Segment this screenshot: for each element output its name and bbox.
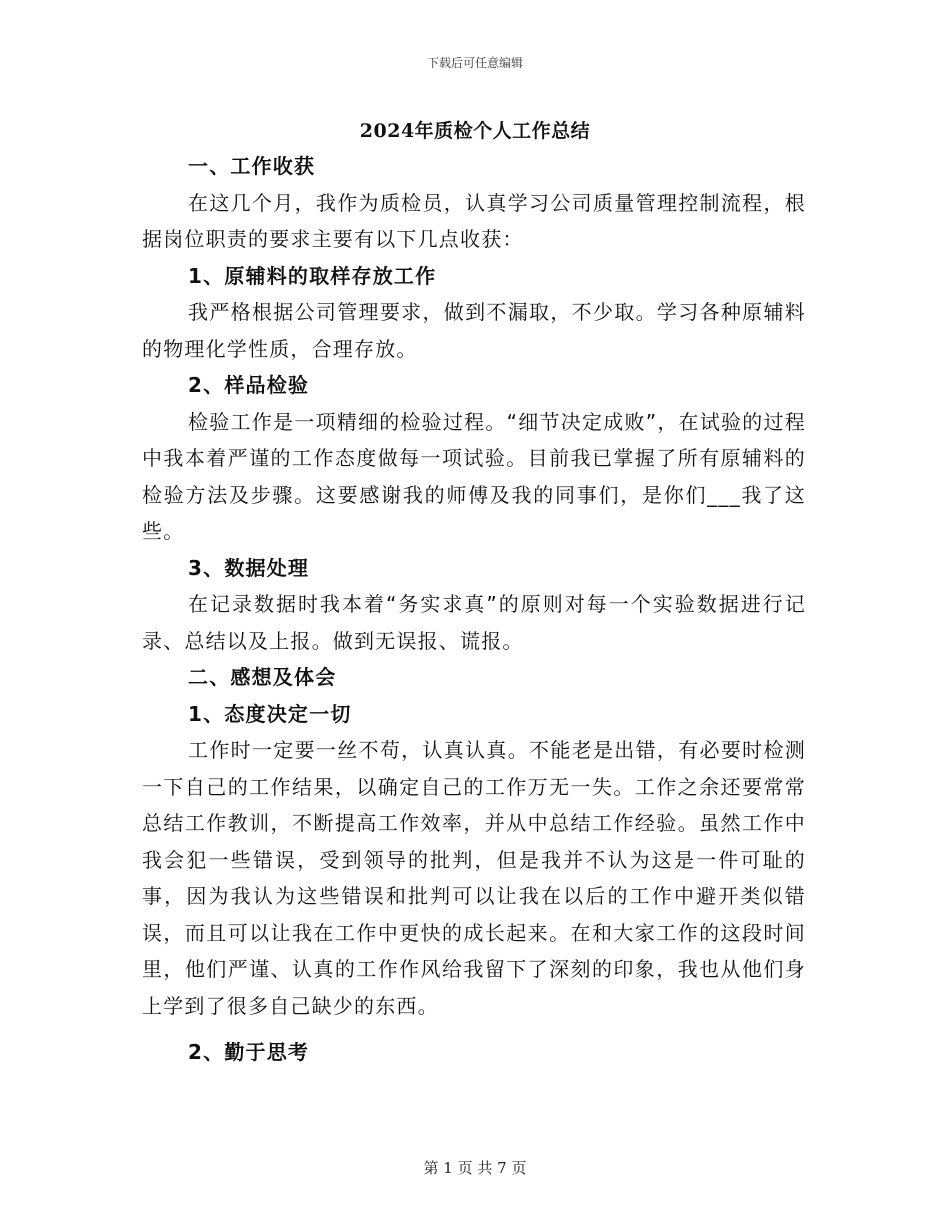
- subheading-sampling-storage: 1、原辅料的取样存放工作: [188, 263, 437, 288]
- paragraph-sampling-storage: 我严格根据公司管理要求，做到不漏取，不少取。学习各种原辅料的物理化学性质，合理存放。: [142, 300, 806, 361]
- section-heading-reflections: 二、感想及体会: [188, 665, 337, 689]
- page-title: 2024年质检个人工作总结: [359, 120, 591, 142]
- subheading-sample-inspection: 2、样品检验: [188, 373, 310, 397]
- paragraph-attitude: 工作时一定要一丝不苟，认真认真。不能老是出错，有必要时检测一下自己的工作结果，以确定自己的工作万无一失。工作之余还要常常总结工作教训，不断提高工作效率，并从中总结工作经验。虽然工作中我会犯一些错误，受到领导的批判，但是我并不认为这是一件可耻的事，因为我认为这些错误和批判可以让我在以后的工作中避开类似错误，而且可以让我在工作中更快的成长起来。在和大家工作的这段时间里，他们严谨、认真的工作作风给我留下了深刻的印象，我也从他们身上学到了很多自己缺少的东西。: [142, 738, 806, 1018]
- document-body: [142, 148, 806, 1071]
- subheading-think-diligently: 2、勤于思考: [188, 1040, 310, 1064]
- section-heading-work-gains: 一、工作收获: [188, 154, 316, 178]
- paragraph-intro: 在这几个月，我作为质检员，认真学习公司质量管理控制流程，根据岗位职责的要求主要有以下几点收获：: [142, 190, 806, 251]
- header-note: 下载后可任意编辑: [426, 56, 523, 70]
- subheading-attitude: 1、态度决定一切: [188, 701, 352, 726]
- paragraph-sample-inspection: 检验工作是一项精细的检验过程。“细节决定成败”，在试验的过程中我本着严谨的工作态度做每一项试验。目前我已掌握了所有原辅料的检验方法及步骤。这要感谢我的师傅及我的同事们，是你们___我了这些。: [142, 409, 806, 543]
- paragraph-data-processing: 在记录数据时我本着“务实求真”的原则对每一个实验数据进行记录、总结以及上报。做到无误报、谎报。: [142, 592, 806, 653]
- subheading-data-processing: 3、数据处理: [188, 555, 310, 580]
- page-number-footer: 第 1 页 共 7 页: [423, 1159, 527, 1177]
